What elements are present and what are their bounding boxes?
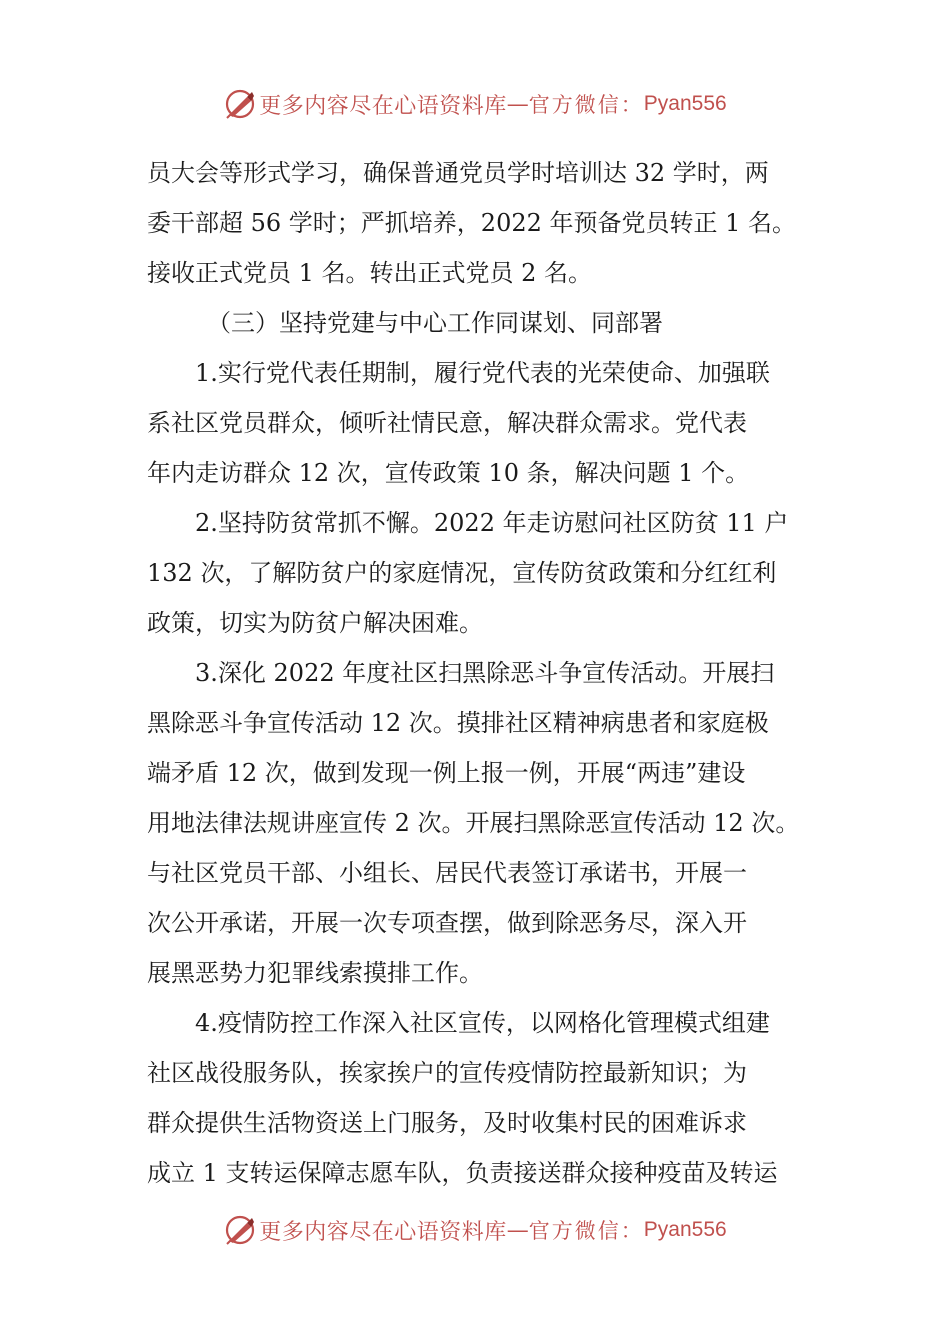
text-line: 与社区党员干部、小组长、居民代表签订承诺书，开展一 (147, 859, 747, 887)
section-heading: （三）坚持党建与中心工作同谋划、同部署 (207, 309, 663, 337)
header-banner (0, 84, 950, 124)
banner-wechat-id: Pyan556 (643, 92, 727, 115)
text-line: 群众提供生活物资送上门服务，及时收集村民的困难诉求 (147, 1109, 747, 1137)
text-line: 政策，切实为防贫户解决困难。 (147, 609, 483, 637)
text-line: 2.坚持防贫常抓不懈。2022 年走访慰问社区防贫 11 户 (195, 509, 789, 537)
banner-wechat-label: 官方微信： (528, 93, 644, 117)
banner-dash: — (506, 1217, 529, 1243)
pen-logo-icon (223, 1213, 257, 1247)
banner-wechat-id: Pyan556 (643, 1218, 727, 1241)
text-line: 次公开承诺，开展一次专项查摆，做到除恶务尽，深入开 (147, 909, 747, 937)
text-line: 3.深化 2022 年度社区扫黑除恶斗争宣传活动。开展扫 (195, 659, 775, 687)
pen-logo-icon (223, 87, 257, 121)
text-line: 4.疫情防控工作深入社区宣传，以网格化管理模式组建 (195, 1009, 770, 1037)
text-line: 社区战役服务队，挨家挨户的宣传疫情防控最新知识；为 (147, 1059, 747, 1087)
text-line: 展黑恶势力犯罪线索摸排工作。 (147, 959, 483, 987)
banner-wechat-label: 官方微信： (528, 1219, 644, 1243)
text-line: 员大会等形式学习，确保普通党员学时培训达 32 学时，两 (147, 159, 769, 187)
text-line: 委干部超 56 学时；严抓培养，2022 年预备党员转正 1 名。 (147, 209, 797, 237)
text-line: 接收正式党员 1 名。转出正式党员 2 名。 (147, 259, 593, 287)
text-line: 132 次，了解防贫户的家庭情况，宣传防贫政策和分红红利 (147, 559, 777, 587)
text-line: 年内走访群众 12 次，宣传政策 10 条，解决问题 1 个。 (147, 459, 750, 487)
banner-slogan: 更多内容尽在心语资料库 (259, 1219, 507, 1245)
banner-slogan: 更多内容尽在心语资料库 (259, 93, 507, 119)
text-line: 黑除恶斗争宣传活动 12 次。摸排社区精神病患者和家庭极 (147, 709, 769, 737)
text-line: 成立 1 支转运保障志愿车队，负责接送群众接种疫苗及转运 (147, 1159, 778, 1187)
text-line: 端矛盾 12 次，做到发现一例上报一例，开展“两违”建设 (147, 759, 746, 787)
document-body (147, 148, 807, 1198)
text-line: 1.实行党代表任期制，履行党代表的光荣使命、加强联 (195, 359, 770, 387)
footer-banner (0, 1210, 950, 1250)
text-line: 用地法律法规讲座宣传 2 次。开展扫黑除恶宣传活动 12 次。 (147, 809, 800, 837)
text-line: 系社区党员群众，倾听社情民意，解决群众需求。党代表 (147, 409, 747, 437)
banner-dash: — (506, 91, 529, 117)
